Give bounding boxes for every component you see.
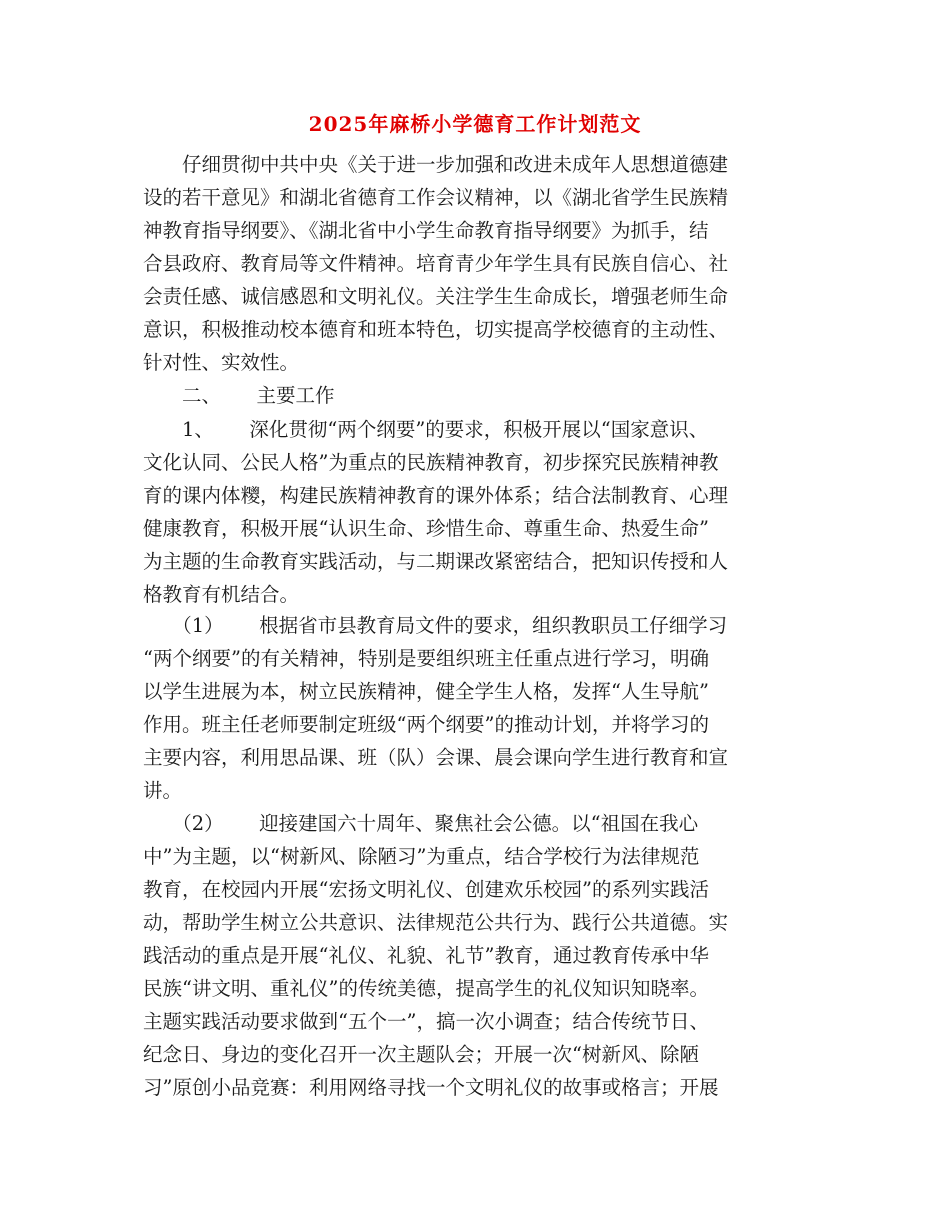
paragraph-line: 育的课内体糭，构建民族精神教育的课外体系；结合法制教育、心理 <box>143 484 729 507</box>
paragraph-line: 意识，积极推动校本德育和班本特色，切实提高学校德育的主动性、 <box>143 318 729 341</box>
paragraph-line: 习”原创小品竞赛：利用网络寻找一个文明礼仪的故事或格言；开展 <box>143 1076 719 1099</box>
paragraph-line: 教育，在校园内开展“宏扬文明礼仪、创建欢乐校园”的系列实践活 <box>143 878 709 901</box>
paragraph-line: 主题实践活动要求做到“五个一”，搞一次小调查；结合传统节日、 <box>143 1010 709 1033</box>
paragraph-line: 以学生进展为本，树立民族精神，健全学生人格，发挥“人生导航” <box>143 680 709 703</box>
paragraph-line: 1、 深化贯彻“两个纲要”的要求，积极开展以“国家意识、 <box>143 418 709 441</box>
paragraph-line: 针对性、实效性。 <box>143 351 300 374</box>
paragraph-line: （1） 根据省市县教育局文件的要求，组织教职员工仔细学习 <box>143 614 728 637</box>
paragraph-line: 主要内容，利用思品课、班（队）会课、晨会课向学生进行教育和宣 <box>143 746 729 769</box>
paragraph-line: 中”为主题，以“树新风、除陋习”为重点，结合学校行为法律规范 <box>143 845 700 868</box>
paragraph-line: 为主题的生命教育实践活动，与二期课改紧密结合，把知识传授和人 <box>143 550 729 573</box>
paragraph-line: 动，帮助学生树立公共意识、法律规范公共行为、践行公共道德。实 <box>143 911 729 934</box>
paragraph-line: 文化认同、公民人格”为重点的民族精神教育，初步探究民族精神教 <box>143 451 719 474</box>
paragraph-line: 合县政府、教育局等文件精神。培育青少年学生具有民族自信心、社 <box>143 252 729 275</box>
paragraph-line: （2） 迎接建国六十周年、聚焦社会公德。以“祖国在我心 <box>143 812 699 835</box>
paragraph-line: 健康教育，积极开展“认识生命、珍惜生命、尊重生命、热爱生命” <box>143 517 709 540</box>
document-title: 2025年麻桥小学德育工作计划范文 <box>308 112 642 136</box>
paragraph-line: 践活动的重点是开展“礼仪、礼貌、礼节”教育，通过教育传承中华 <box>143 944 709 967</box>
paragraph-line: 讲。 <box>143 779 183 802</box>
paragraph-line: 神教育指导纲要》、《湖北省中小学生命教育指导纲要》为抓手，结 <box>143 219 709 242</box>
paragraph-line: “两个纲要”的有关精神，特别是要组织班主任重点进行学习，明确 <box>143 647 709 670</box>
paragraph-line: 民族“讲文明、重礼仪”的传统美德，提高学生的礼仪知识知晓率。 <box>143 977 709 1000</box>
paragraph-line: 设的若干意见》和湖北省德育工作会议精神，以《湖北省学生民族精 <box>143 186 729 209</box>
section-heading: 二、 主要工作 <box>143 384 335 407</box>
paragraph-line: 格教育有机结合。 <box>143 583 300 606</box>
paragraph-line: 纪念日、身边的变化召开一次主题队会；开展一次“树新风、除陋 <box>143 1043 699 1066</box>
paragraph-line: 作用。班主任老师要制定班级“两个纲要”的推动计划，并将学习的 <box>143 713 709 736</box>
paragraph-line: 仔细贯彻中共中央《关于进一步加强和改进未成年人思想道德建 <box>143 153 729 176</box>
paragraph-line: 会责任感、诚信感恩和文明礼仪。关注学生生命成长，增强老师生命 <box>143 285 729 308</box>
